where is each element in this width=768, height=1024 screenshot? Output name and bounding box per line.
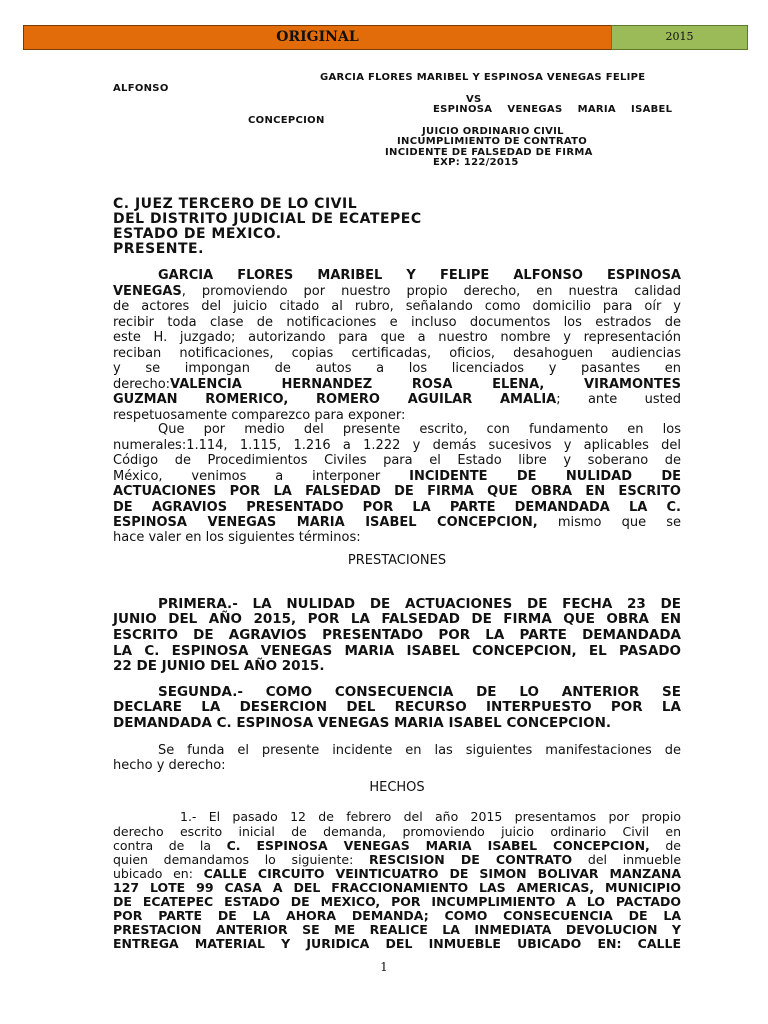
address-line: ESTADO DE MEXICO. [113, 226, 282, 242]
intro-line: y se impongan de autos a los licenciados y pasantes en [113, 361, 681, 376]
intro-line: recibir toda clase de notificaciones e incluso documentos los estrados de [113, 315, 681, 330]
address-line: C. JUEZ TERCERO DE LO CIVIL [113, 196, 358, 212]
intro-line: GUZMAN ROMERICO, ROMERO AGUILAR AMALIA; ante usted [113, 392, 681, 407]
header-year-bar [611, 25, 748, 50]
primera-line: LA C. ESPINOSA VENEGAS MARIA ISABEL CONCEPCION, EL PASADO [113, 643, 681, 659]
para2-line: ACTUACIONES POR LA FALSEDAD DE FIRMA QUE OBRA EN ESCRITO [113, 484, 681, 499]
caption-case-type: INCUMPLIMIENTO DE CONTRATO [397, 136, 588, 147]
intro-line: de actores del juicio citado al rubro, señalando como domicilio para oír y [113, 299, 681, 314]
caption-case-type: INCIDENTE DE FALSEDAD DE FIRMA [385, 147, 593, 158]
intro-line: reciban notificaciones, copias certificadas, oficios, desahoguen audiencias [113, 346, 681, 361]
hecho1-line: contra de la C. ESPINOSA VENEGAS MARIA ISABEL CONCEPCION, de [113, 838, 681, 853]
para2-line: ESPINOSA VENEGAS MARIA ISABEL CONCEPCION, mismo que se [113, 515, 681, 530]
caption-parties-line: ALFONSO [113, 83, 169, 94]
page-number: 1 [380, 960, 388, 974]
para2-line: Que por medio del presente escrito, con fundamento en los [158, 422, 681, 437]
hecho1-line: POR PARTE DE LA AHORA DEMANDA; COMO CONSECUENCIA DE LA [113, 908, 681, 923]
funda-line: hecho y derecho: [113, 758, 226, 773]
para2-line: numerales:1.114, 1.115, 1.216 a 1.222 y demás sucesivos y aplicables del [113, 438, 681, 453]
hecho1-line: ubicado en: CALLE CIRCUITO VEINTICUATRO DE SIMON BOLIVAR MANZANA [113, 866, 681, 881]
caption-case-type: JUICIO ORDINARIO CIVIL [422, 126, 564, 137]
segunda-line: DEMANDADA C. ESPINOSA VENEGAS MARIA ISABEL CONCEPCION. [113, 715, 611, 731]
hecho1-line: derecho escrito inicial de demanda, promoviendo juicio ordinario Civil en [113, 824, 681, 839]
funda-line: Se funda el presente incidente en las siguientes manifestaciones de [158, 743, 681, 758]
header-title-bar [23, 25, 612, 50]
intro-line: este H. juzgado; autorizando para que a nuestro nombre y representación [113, 330, 681, 345]
hechos-heading: HECHOS [369, 780, 425, 795]
segunda-line: DECLARE LA DESERCION DEL RECURSO INTERPUESTO POR LA [113, 699, 681, 715]
caption-defendant: ESPINOSA VENEGAS MARIA ISABEL [433, 104, 673, 115]
primera-line: ESCRITO DE AGRAVIOS PRESENTADO POR LA PARTE DEMANDADA [113, 627, 681, 643]
caption-vs: VS [466, 94, 482, 105]
hecho1-line: PRESTACION ANTERIOR SE ME REALICE LA INMEDIATA DEVOLUCION Y [113, 922, 681, 937]
address-line: PRESENTE. [113, 241, 204, 257]
caption-file-number: EXP: 122/2015 [433, 157, 519, 168]
hecho1-line: ENTREGA MATERIAL Y JURIDICA DEL INMUEBLE UBICADO EN: CALLE [113, 936, 681, 951]
header-year: 2015 [665, 30, 694, 43]
caption-defendant: CONCEPCION [248, 115, 325, 126]
caption-parties-line: GARCIA FLORES MARIBEL Y ESPINOSA VENEGAS FELIPE [320, 72, 646, 83]
hecho1-line: 127 LOTE 99 CASA A DEL FRACCIONAMIENTO LAS AMERICAS, MUNICIPIO [113, 880, 681, 895]
intro-line: respetuosamente comparezco para exponer: [113, 408, 406, 423]
primera-line: 22 DE JUNIO DEL AÑO 2015. [113, 658, 325, 674]
primera-line: JUNIO DEL AÑO 2015, POR LA FALSEDAD DE FIRMA QUE OBRA EN [113, 611, 681, 627]
intro-line: GARCIA FLORES MARIBEL Y FELIPE ALFONSO ESPINOSA [158, 268, 681, 283]
para2-line: México, venimos a interponer INCIDENTE DE NULIDAD DE [113, 469, 682, 484]
address-line: DEL DISTRITO JUDICIAL DE ECATEPEC [113, 211, 422, 227]
para2-line: hace valer en los siguientes términos: [113, 530, 361, 545]
hecho1-line: DE ECATEPEC ESTADO DE MEXICO, POR INCUMPLIMIENTO A LO PACTADO [113, 894, 681, 909]
para2-line: DE AGRAVIOS PRESENTADO POR LA PARTE DEMANDADA LA C. [113, 500, 681, 515]
para2-line: Código de Procedimientos Civiles para el Estado libre y soberano de [113, 453, 681, 468]
segunda-line: SEGUNDA.- COMO CONSECUENCIA DE LO ANTERIOR SE [158, 684, 681, 700]
hecho1-line: 1.- El pasado 12 de febrero del año 2015 presentamos por propio [180, 809, 681, 824]
header-title: ORIGINAL [276, 29, 359, 45]
prestaciones-heading: PRESTACIONES [347, 553, 447, 568]
intro-line: VENEGAS, promoviendo por nuestro propio derecho, en nuestra calidad [113, 284, 681, 299]
hecho1-line: quien demandamos lo siguiente: RESCISION DE CONTRATO del inmueble [113, 852, 682, 867]
intro-line: derecho:VALENCIA HERNANDEZ ROSA ELENA, VIRAMONTES [113, 377, 681, 392]
primera-line: PRIMERA.- LA NULIDAD DE ACTUACIONES DE FECHA 23 DE [158, 596, 681, 612]
